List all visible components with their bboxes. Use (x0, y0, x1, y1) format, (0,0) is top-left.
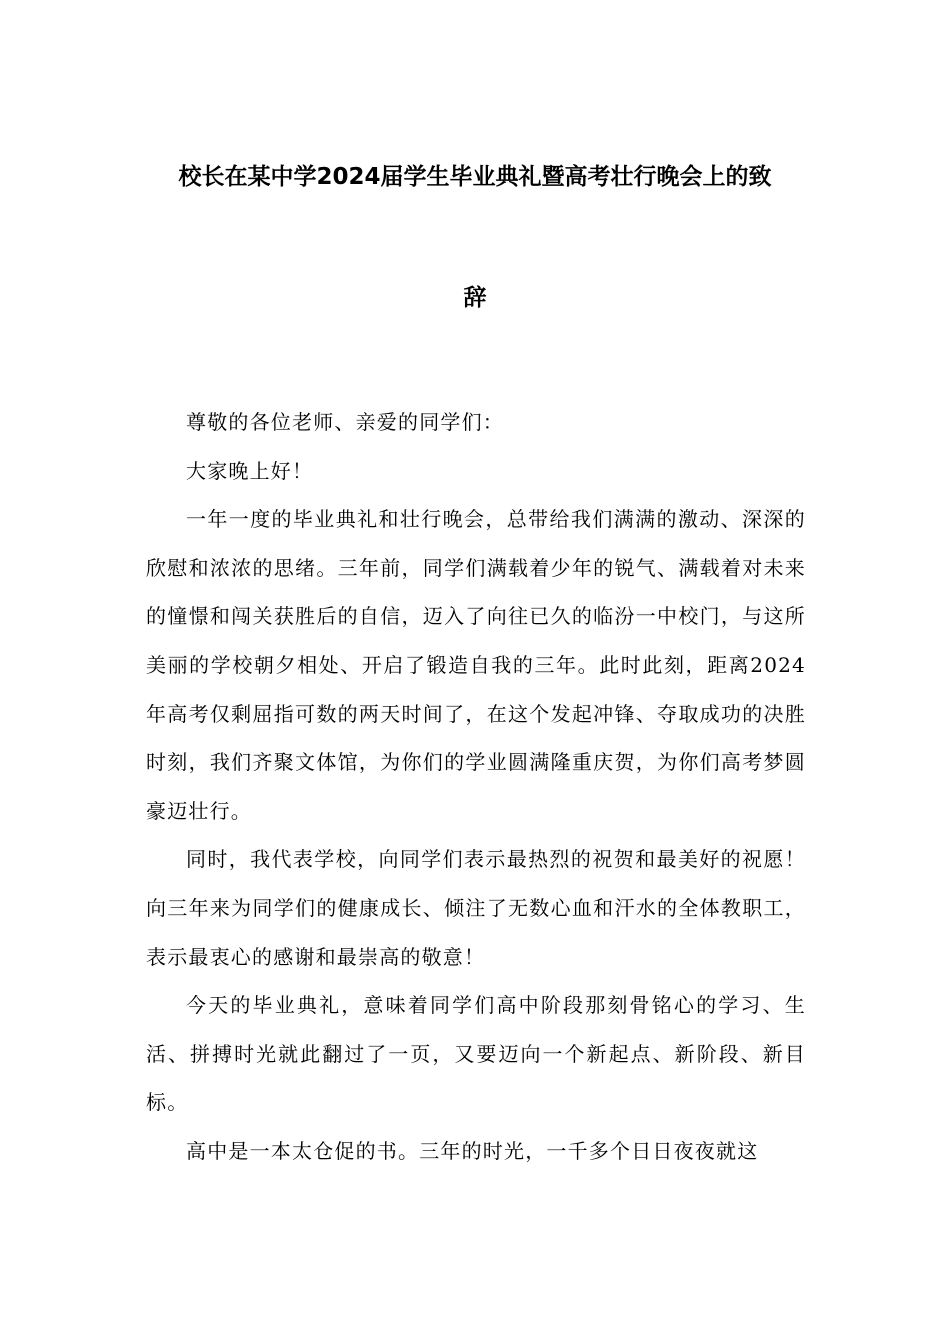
document-title-line-1: 校长在某中学2024届学生毕业典礼暨高考壮行晚会上的致 (178, 164, 772, 190)
body-paragraph: 今天的毕业典礼，意味着同学们高中阶段那刻骨铭心的学习、生活、拼搏时光就此翻过了一页，又要迈向一个新起点、新阶段、新目标。 (146, 993, 806, 1115)
salutation: 尊敬的各位老师、亲爱的同学们： (186, 410, 504, 434)
greeting: 大家晚上好！ (186, 458, 314, 483)
body-paragraph: 高中是一本太仓促的书。三年的时光，一千多个日日夜夜就这 (186, 1138, 759, 1163)
body-paragraph: 一年一度的毕业典礼和壮行晚会，总带给我们满满的激动、深深的欣慰和浓浓的思绪。三年前，同学们满载着少年的锐气、满载着对未来的憧憬和闯关获胜后的自信，迈入了向往已久的临汾一中校门，与这所美丽的学校朝夕相处、开启了锻造自我的三年。此时此刻，距离2024年高考仅剩屈指可数的两天时间了，在这个发起冲锋、夺取成功的决胜时刻，我们齐聚文体馆，为你们的学业圆满隆重庆贺，为你们高考梦圆豪迈壮行。 (146, 507, 806, 823)
document-body (146, 398, 806, 1176)
body-paragraph: 同时，我代表学校，向同学们表示最热烈的祝贺和最美好的祝愿！向三年来为同学们的健康成长、倾注了无数心血和汗水的全体教职工，表示最衷心的感谢和最崇高的敬意！ (146, 847, 806, 969)
document-title-line-2: 辞 (463, 285, 487, 311)
